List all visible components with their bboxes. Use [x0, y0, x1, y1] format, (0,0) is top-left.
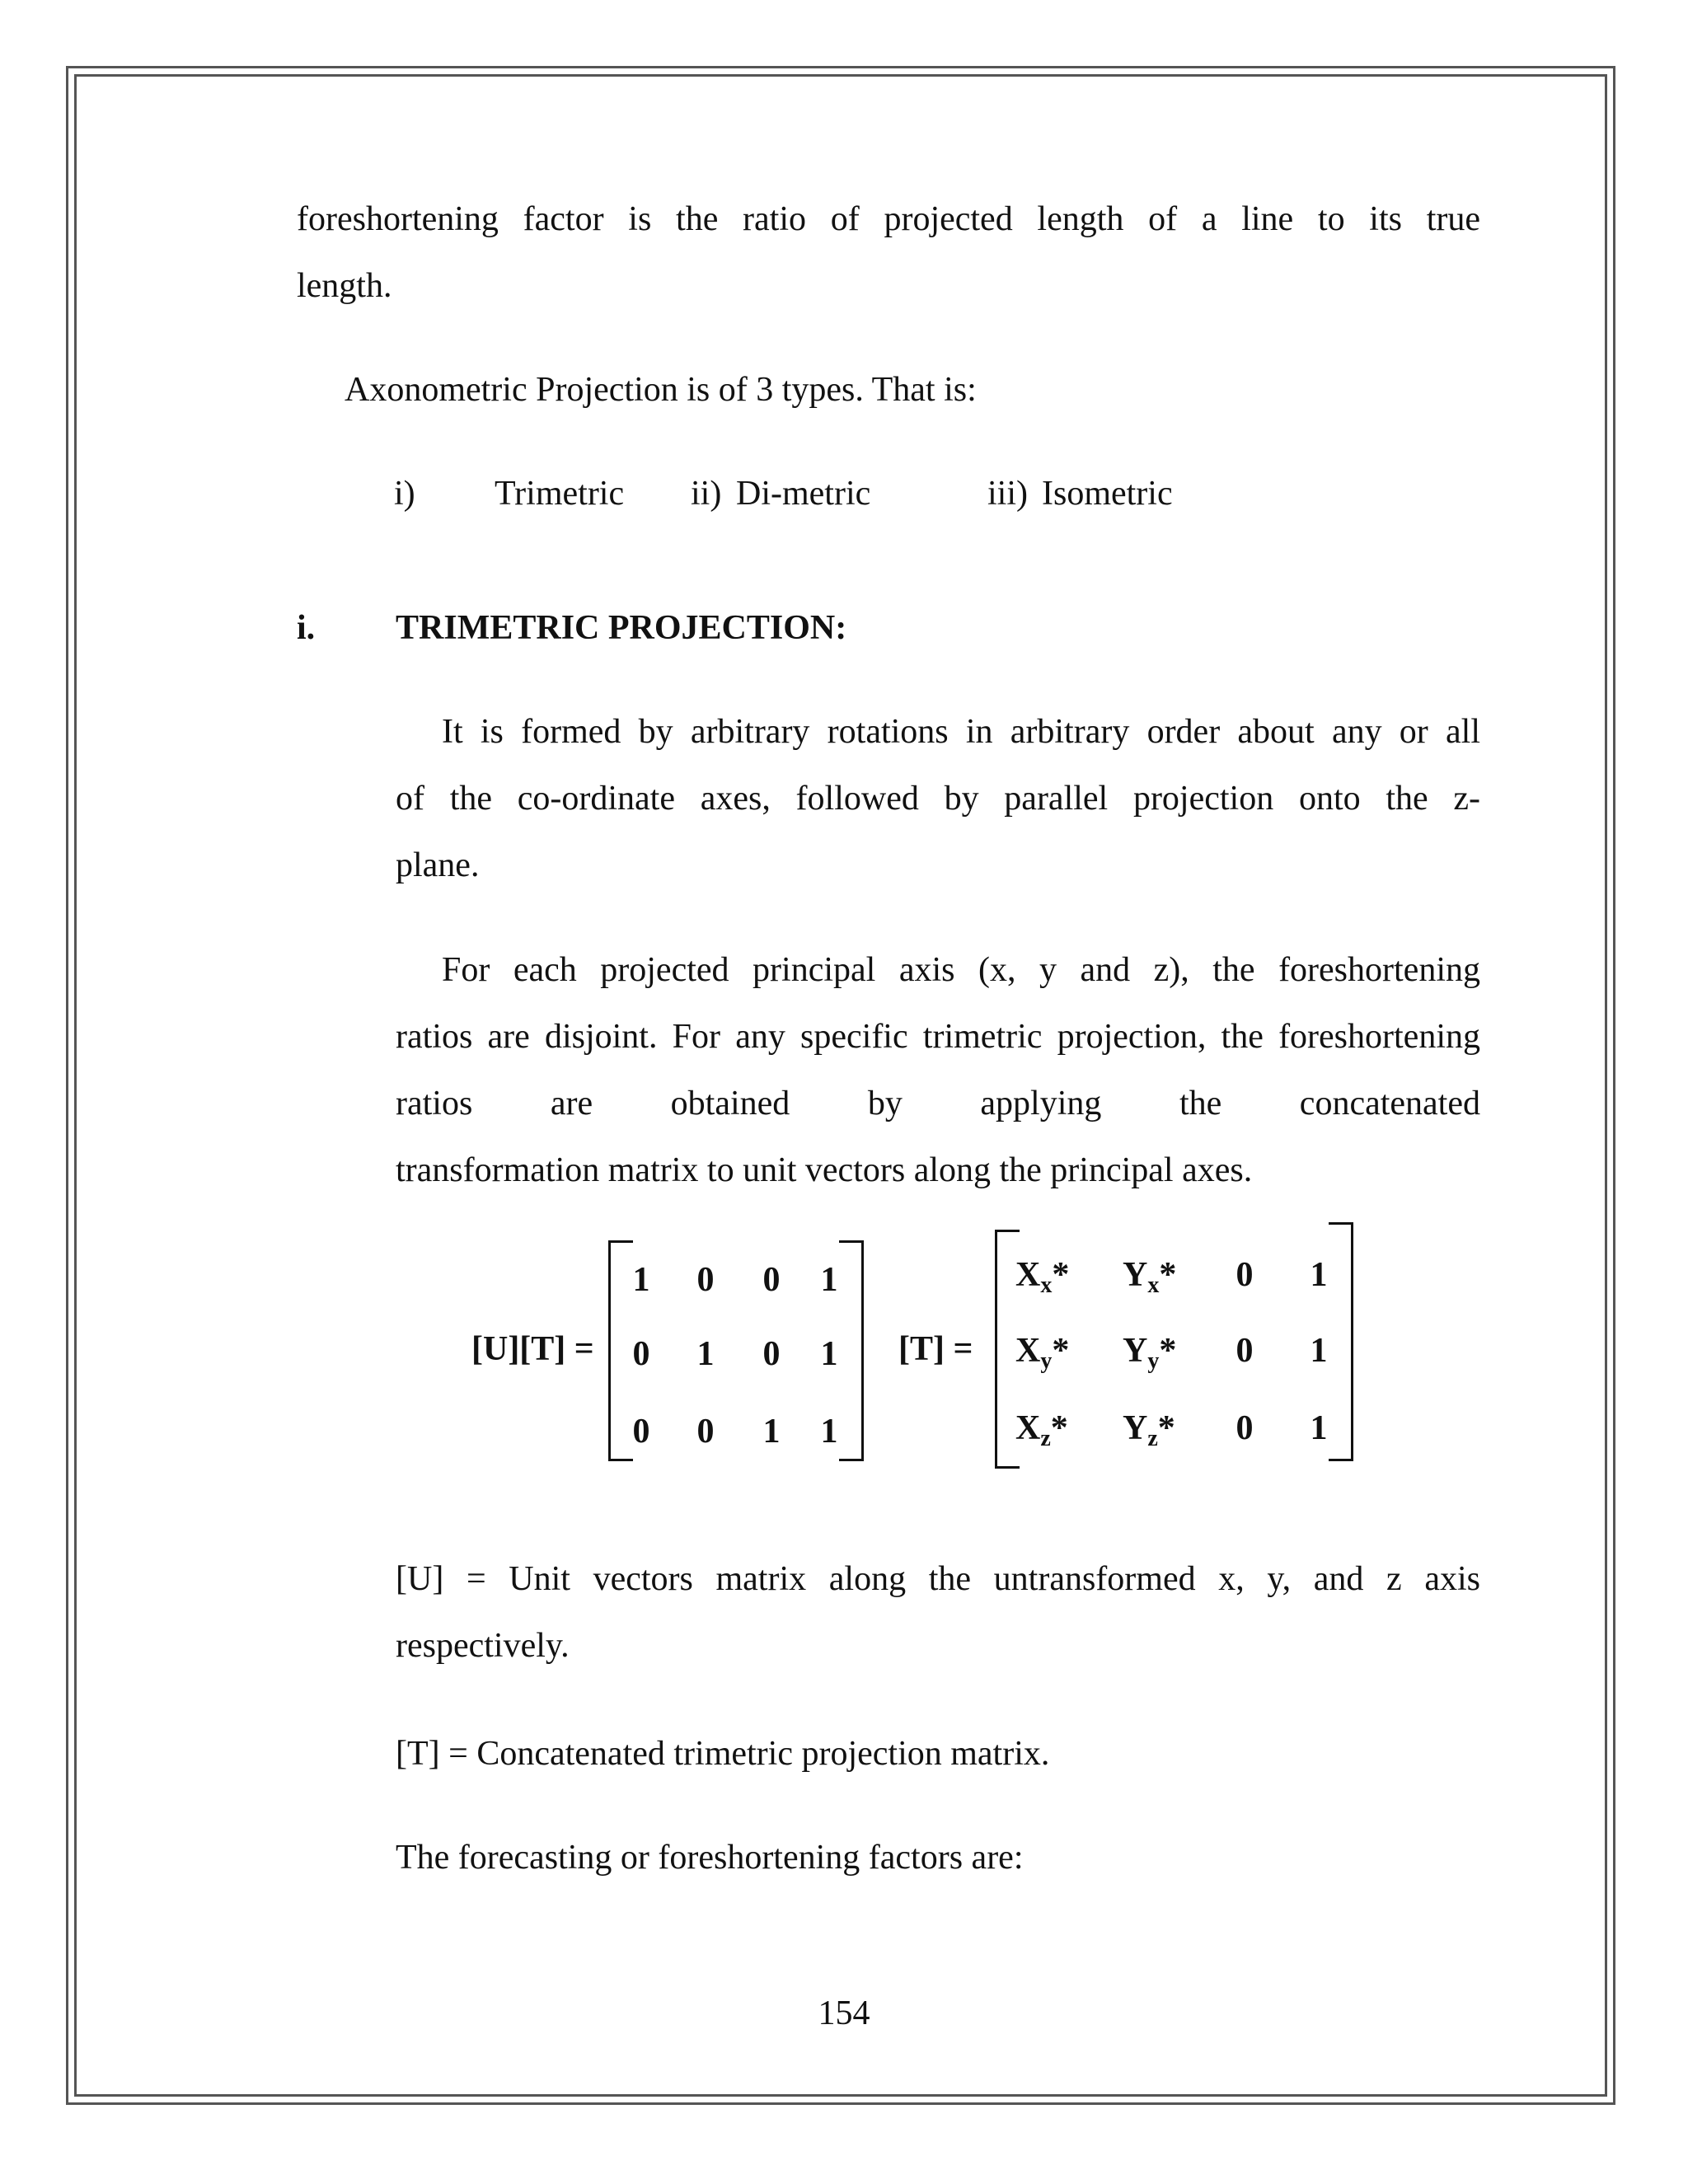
- matrix-t-cell-r1-c3: 0: [1236, 1256, 1254, 1294]
- matrix-u-cell-r3-c1: 0: [632, 1413, 650, 1451]
- section-title: TRIMETRIC PROJECTION:: [396, 609, 847, 647]
- matrix-u-cell-r2-c2: 1: [696, 1335, 715, 1373]
- para1-line-1: It is formed by arbitrary rotations in arbitrary order about any or all: [442, 713, 1480, 751]
- matrix-t-cell-r1-c1: $X_x*$: [1015, 1256, 1070, 1298]
- matrix-u-cell-r1-c1: 1: [632, 1261, 650, 1299]
- definition-t: [T] = Concatenated trimetric projection matrix.: [396, 1735, 1050, 1773]
- para2-line-4: transformation matrix to unit vectors along the principal axes.: [396, 1151, 1253, 1189]
- page-number: 154: [818, 1994, 870, 2032]
- closing-line: The forecasting or foreshortening factors are:: [396, 1839, 1024, 1877]
- para1-line-2: of the co-ordinate axes, followed by parallel projection onto the z-: [396, 780, 1480, 818]
- trimetric-paragraph-1-cont: [396, 766, 1480, 899]
- types-heading: Axonometric Projection is of 3 types. That is:: [345, 371, 977, 409]
- type-3-label: Isometric: [1042, 475, 1173, 513]
- intro-line-1: foreshortening factor is the ratio of projected length of a line to its true: [297, 200, 1480, 238]
- matrix-t-cell-r1-c4: 1: [1310, 1256, 1328, 1294]
- matrix-u-cell-r3-c4: 1: [820, 1413, 838, 1451]
- definition-u: [396, 1546, 1480, 1680]
- matrix-t-cell-r2-c1: $X_y*$: [1015, 1332, 1070, 1374]
- matrix-t-cell-r2-c4: 1: [1310, 1332, 1328, 1370]
- matrix-u-cell-r1-c4: 1: [820, 1261, 838, 1299]
- section-number: i.: [297, 609, 316, 647]
- def-u-line-1: [U] = Unit vectors matrix along the untransformed x, y, and z axis: [396, 1560, 1480, 1598]
- matrix-t-cell-r3-c1: $X_z*$: [1015, 1409, 1068, 1451]
- para2-line-2: ratios are disjoint. For any specific trimetric projection, the: [396, 1018, 1264, 1056]
- matrix-u-cell-r1-c3: 0: [762, 1261, 781, 1299]
- matrix-u-cell-r3-c2: 0: [696, 1413, 715, 1451]
- type-2-label: Di-metric: [736, 475, 871, 513]
- type-3-number: iii): [987, 475, 1028, 513]
- intro-paragraph: [297, 186, 1480, 320]
- matrix-u-cell-r1-c2: 0: [696, 1261, 715, 1299]
- trimetric-paragraph-1: [396, 699, 1480, 766]
- intro-line-2: length.: [297, 267, 392, 305]
- matrix-u-label: [U][T] =: [471, 1330, 594, 1368]
- matrix-t-cell-r3-c4: 1: [1310, 1409, 1328, 1447]
- type-1-label: Trimetric: [495, 475, 625, 513]
- matrix-t-cell-r3-c3: 0: [1236, 1409, 1254, 1447]
- matrix-u-cell-r2-c4: 1: [820, 1335, 838, 1373]
- para2-line-3: foreshortening ratios are obtained by applying the concatenated: [396, 1018, 1480, 1122]
- matrix-t-cell-r1-c2: $Y_x*$: [1123, 1256, 1177, 1298]
- para2-line-1: For each projected principal axis (x, y and z), the foreshortening: [442, 951, 1480, 989]
- matrix-t-cell-r3-c2: $Y_z*$: [1123, 1409, 1175, 1451]
- type-1-number: i): [394, 475, 415, 513]
- matrix-t-label: [T] =: [898, 1330, 973, 1368]
- def-u-line-2: respectively.: [396, 1627, 570, 1665]
- trimetric-paragraph-2: [396, 937, 1480, 1004]
- type-2-number: ii): [691, 475, 722, 513]
- trimetric-paragraph-2-cont: [396, 1004, 1480, 1204]
- matrix-t-cell-r2-c2: $Y_y*$: [1123, 1332, 1177, 1374]
- matrix-t-cell-r2-c3: 0: [1236, 1332, 1254, 1370]
- matrix-u-cell-r2-c3: 0: [762, 1335, 781, 1373]
- matrix-u-cell-r2-c1: 0: [632, 1335, 650, 1373]
- para1-line-3: plane.: [396, 846, 480, 884]
- matrix-u-cell-r3-c3: 1: [762, 1413, 781, 1451]
